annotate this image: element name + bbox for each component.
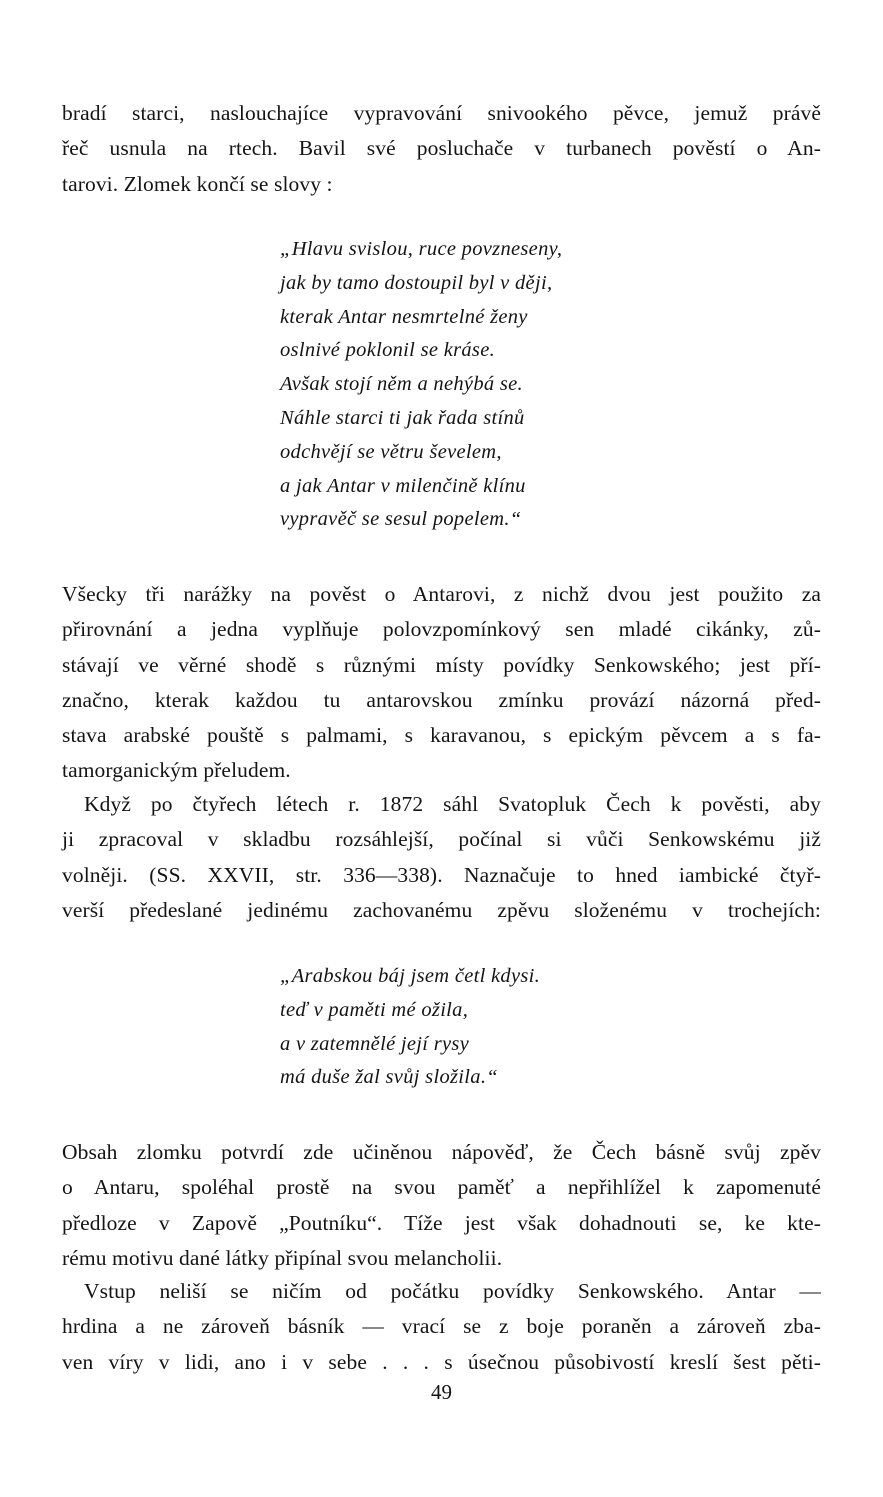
verse-quote-arabskou <box>280 960 540 1095</box>
text-line: značno, kterak každou tu antarovskou zmínku provází názorná před- <box>62 687 821 712</box>
paragraph-vstup <box>62 1274 821 1380</box>
verse-line: jak by tamo dostoupil byl v ději, <box>280 271 553 294</box>
text-line: hrdina a ne zároveň básník — vrací se z boje poraněn a zároveň zba- <box>62 1314 821 1339</box>
verse-line: má duše žal svůj složila.“ <box>280 1066 498 1089</box>
verse-line: „Hlavu svislou, ruce povzneseny, <box>280 238 563 260</box>
text-line: Vstup neliší se ničím od počátku povídky Senkowského. Antar — <box>84 1279 821 1303</box>
text-line: přirovnání a jedna vyplňuje polovzpomínkový sen mladé cikánky, zů- <box>62 617 821 642</box>
text-line: stava arabské pouště s palmami, s karavanou, s epickým pěvcem a s fa- <box>62 723 821 748</box>
text-line: tarovi. Zlomek končí se slovy : <box>62 171 333 196</box>
page-number: 49 <box>431 1380 452 1404</box>
verse-line: oslnivé poklonil se kráse. <box>280 339 496 362</box>
verse-line: Avšak stojí něm a nehýbá se. <box>280 373 523 396</box>
text-line: verší předeslané jedinému zachovanému zpěvu složenému v trochejích: <box>62 897 821 922</box>
text-line: o Antaru, spoléhal prostě na svou paměť a nepřihlížel k zapomenuté <box>62 1175 821 1200</box>
text-line: ji zpracoval v skladbu rozsáhlejší, počínal si vůči Senkowskému již <box>62 827 821 852</box>
verse-line: teď v paměti mé ožila, <box>280 998 469 1021</box>
verse-line: Náhle starci ti jak řada stínů <box>280 406 525 429</box>
text-line: Když po čtyřech létech r. 1872 sáhl Svatopluk Čech k pověsti, aby <box>84 792 821 816</box>
text-line: volněji. (SS. XXVII, str. 336—338). Naznačuje to hned iambické čtyř- <box>62 862 821 887</box>
text-line: stávají ve věrné shodě s různými místy povídky Senkowského; jest pří- <box>62 652 821 677</box>
verse-line: a v zatemnělé její rysy <box>280 1032 470 1055</box>
text-line: řeč usnula na rtech. Bavil své posluchače v turbanech pověstí o An- <box>62 136 821 161</box>
text-line: rému motivu dané látky připínal svou melancholii. <box>62 1245 503 1270</box>
text-line: Obsah zlomku potvrdí zde učiněnou nápověď, že Čech básně svůj zpěv <box>62 1140 821 1164</box>
text-line: ven víry v lidi, ano i v sebe . . . s úsečnou působivostí kreslí šest pěti- <box>62 1349 821 1374</box>
verse-line: „Arabskou báj jsem četl kdysi. <box>280 965 541 987</box>
verse-line: odchvějí se větru ševelem, <box>280 440 502 463</box>
verse-line: kterak Antar nesmrtelné ženy <box>280 305 528 328</box>
text-line: tamorganickým přeludem. <box>62 758 291 783</box>
paragraph-intro <box>62 96 821 202</box>
text-line: Všecky tři narážky na pověst o Antarovi, z nichž dvou jest použito za <box>62 582 821 606</box>
verse-quote-antar <box>280 233 562 537</box>
text-line: bradí starci, naslouchajíce vypravování snivookého pěvce, jemuž právě <box>62 101 821 125</box>
verse-line: vypravěč se sesul popelem.“ <box>280 508 522 531</box>
paragraph-allusions <box>62 577 821 789</box>
text-line: předloze v Zapově „Poutníku“. Tíže jest však dohadnouti se, ke kte- <box>62 1210 821 1235</box>
paragraph-obsah <box>62 1135 821 1276</box>
paragraph-cech-1872 <box>62 787 821 928</box>
verse-line: a jak Antar v milenčině klínu <box>280 474 526 497</box>
